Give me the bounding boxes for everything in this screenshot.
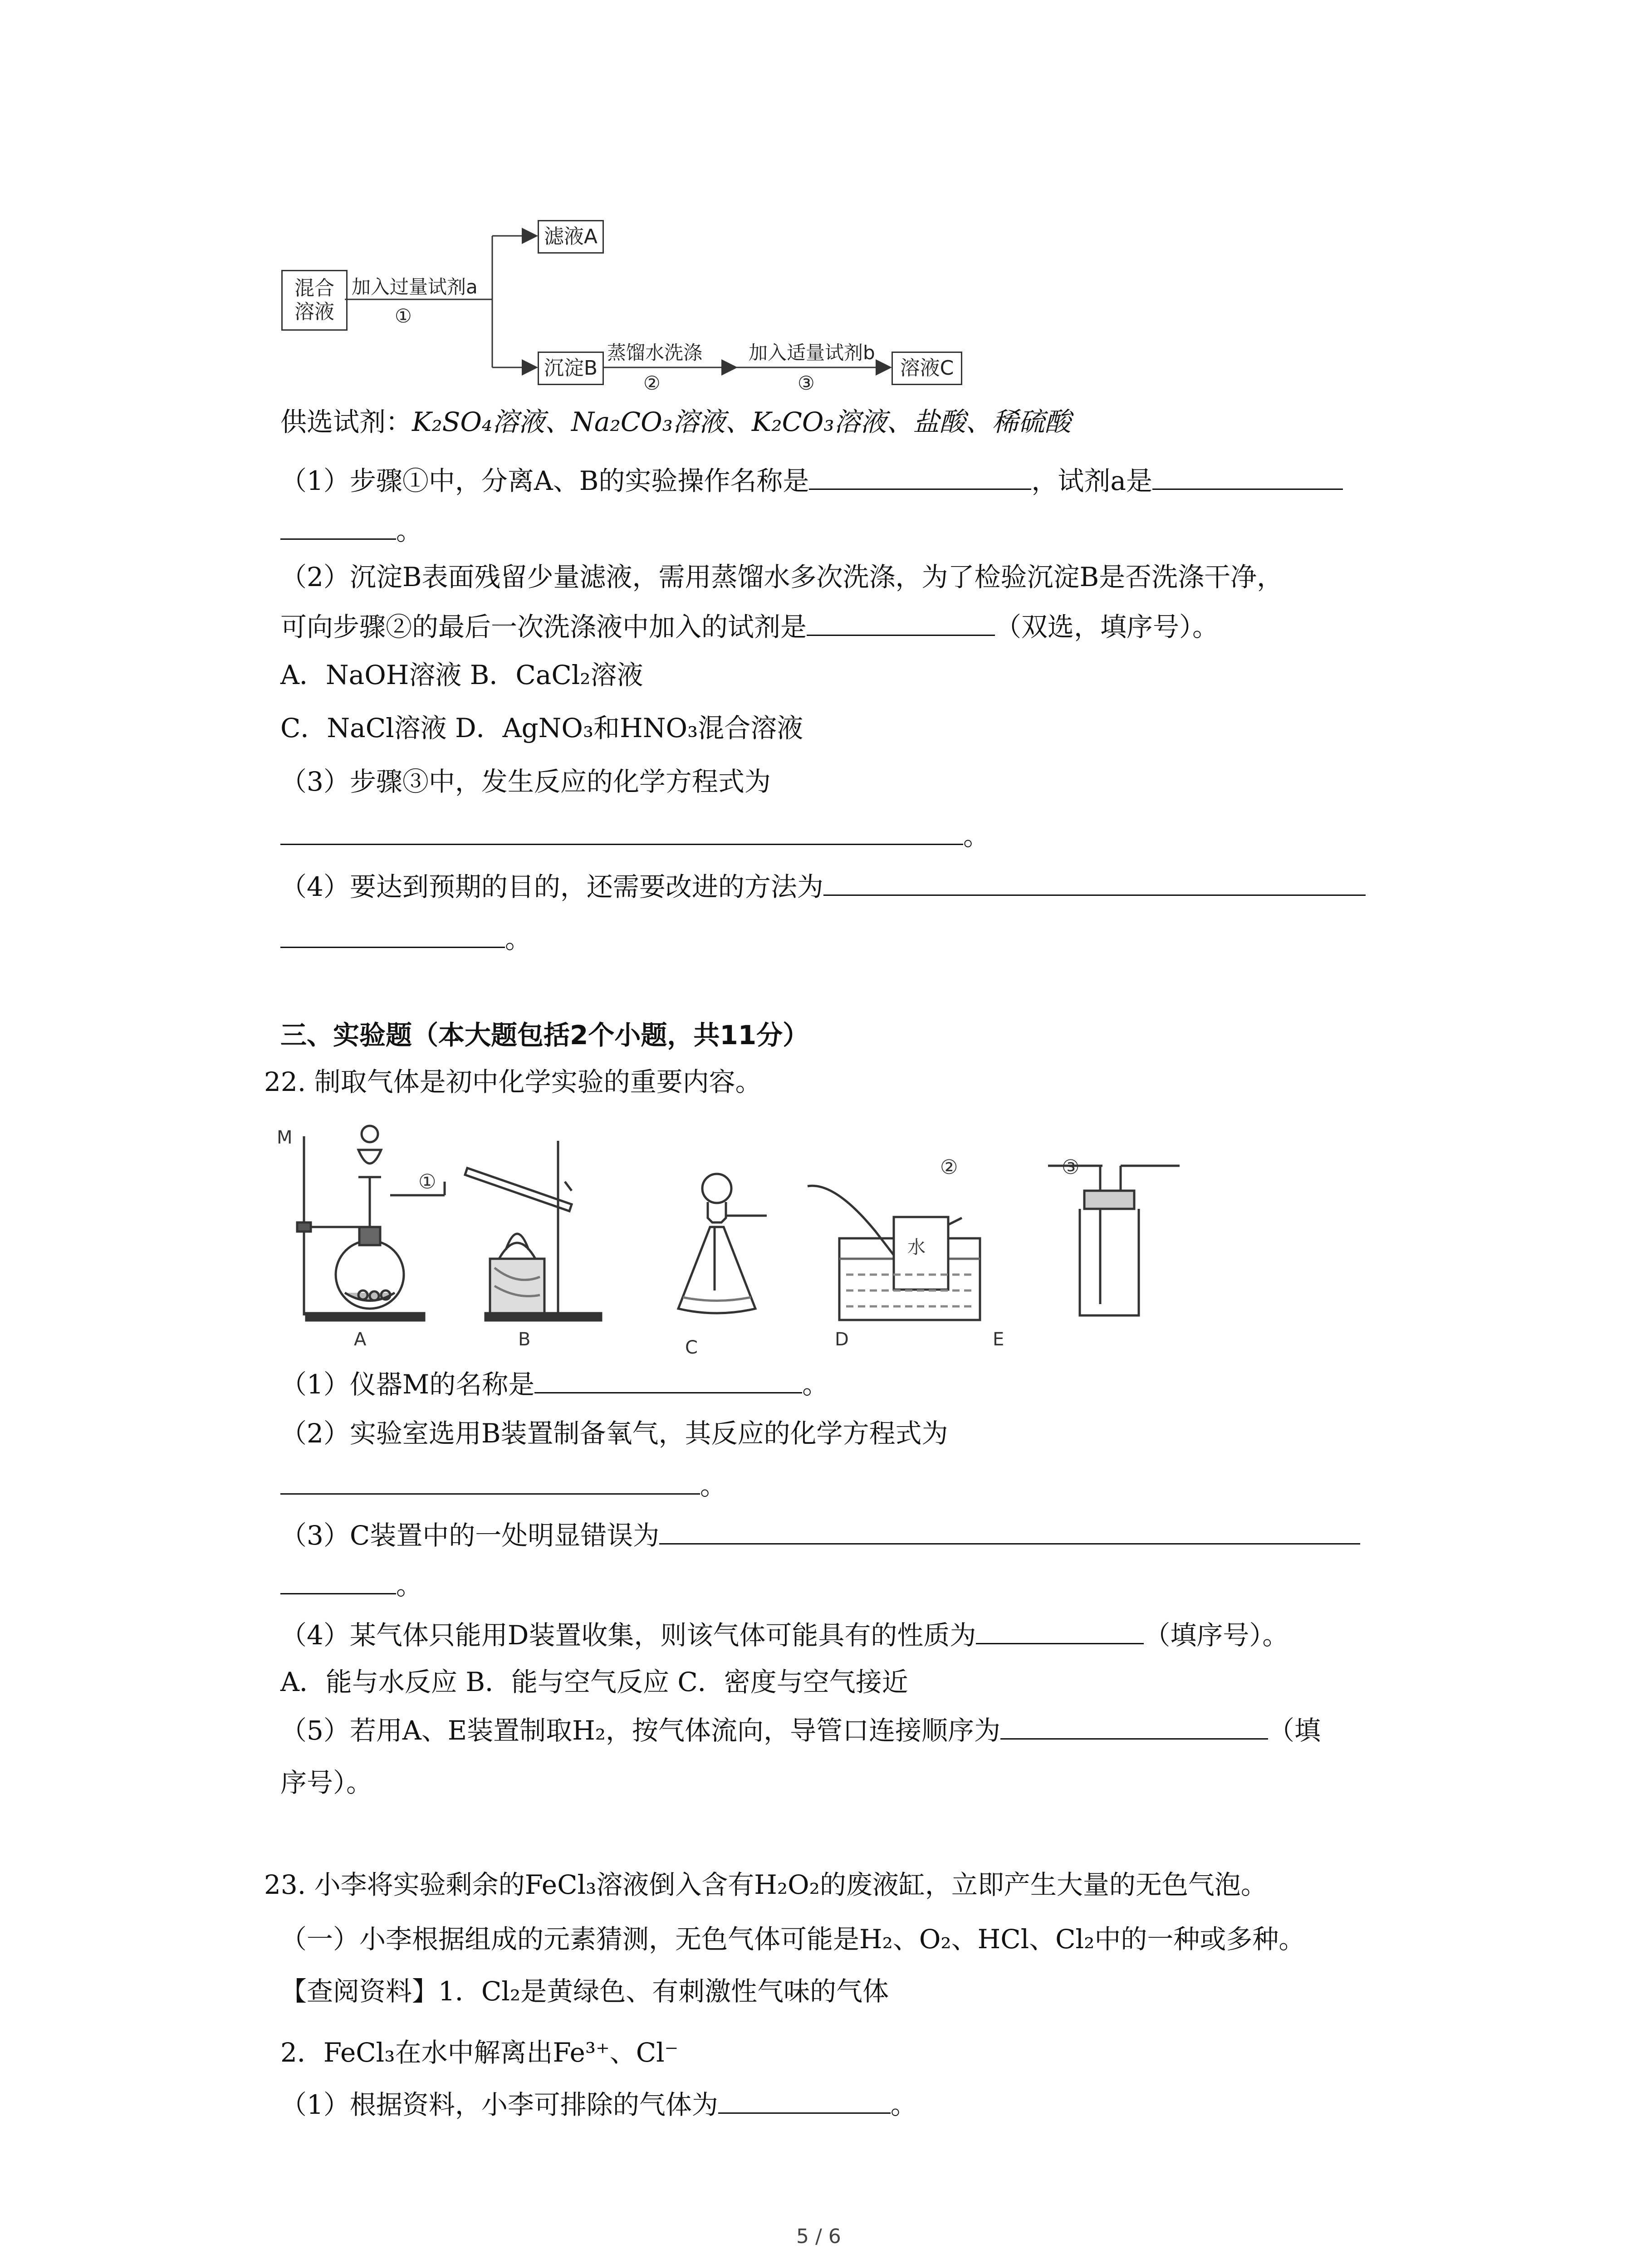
q23-p1-text: （1）根据资料，小李可排除的气体为 (280, 2089, 718, 2120)
apparatus-d (808, 1186, 980, 1320)
q22-p4-line1 (280, 1617, 1288, 1653)
step1-num: ① (395, 305, 412, 327)
q22-p4-text-a: （4）某气体只能用D装置收集，则该气体可能具有的性质为 (280, 1620, 976, 1651)
reagents-prefix: 供选试剂： (280, 406, 412, 437)
label-water: 水 (907, 1237, 926, 1258)
q22-p4-text-b: （填序号）。 (1144, 1620, 1289, 1651)
q23-part1: （一）小李根据组成的元素猜测，无色气体可能是H₂、O₂、HCl、Cl₂中的一种或多种。 (280, 1924, 1305, 1955)
q22-p3-line2 (280, 1567, 422, 1603)
reagents-list: K₂SO₄溶液、Na₂CO₃溶液、K₂CO₃溶液、盐酸、稀硫酸 (412, 406, 1071, 437)
q22-p2-line2 (280, 1467, 726, 1504)
reagents-line (280, 404, 1071, 440)
q22-p3-end: 。 (396, 1570, 423, 1601)
q21-p4-line1 (280, 869, 1366, 905)
q21-p1-text-b: ，试剂a是 (1031, 465, 1153, 496)
q22-p1 (280, 1366, 828, 1403)
q21-p2-line1: （2）沉淀B表面残留少量滤液，需用蒸馏水多次洗涤，为了检验沉淀B是否洗涤干净， (280, 562, 1283, 592)
step3-num: ③ (798, 372, 815, 394)
apparatus-e (1048, 1166, 1180, 1315)
answer-blank[interactable] (823, 869, 1366, 896)
answer-blank[interactable] (807, 609, 995, 636)
answer-blank[interactable] (976, 1618, 1144, 1644)
answer-blank[interactable] (280, 921, 505, 948)
answer-blank[interactable] (534, 1367, 802, 1393)
q21-p1 (280, 463, 1343, 499)
label-b: B (518, 1329, 531, 1350)
step1-label: 加入过量试剂a (352, 276, 478, 298)
step2-label: 蒸馏水洗涤 (607, 342, 703, 364)
apparatus-c (678, 1174, 767, 1313)
q21-p1-cont (280, 513, 422, 549)
step3-label: 加入适量试剂b (749, 342, 875, 364)
q21-p1-text-a: （1）步骤①中，分离A、B的实验操作名称是 (280, 465, 809, 496)
filtrate-a-label: 滤液A (544, 225, 598, 248)
q22-p1-end: 。 (802, 1369, 829, 1400)
q22-p5-text-b: （填 (1268, 1715, 1321, 1746)
precip-b-label: 沉淀B (544, 357, 598, 380)
answer-blank[interactable] (659, 1518, 1360, 1545)
q23-info2: 2．FeCl₃在水中解离出Fe³⁺、Cl⁻ (280, 2037, 679, 2068)
section-title: 三、实验题（本大题包括2个小题，共11分） (280, 1020, 809, 1051)
answer-blank[interactable] (280, 818, 963, 845)
q22-p2-line1: （2）实验室选用B装置制备氧气，其反应的化学方程式为 (280, 1418, 948, 1449)
label-port2: ② (940, 1156, 958, 1179)
label-a: A (354, 1329, 367, 1350)
step2-num: ② (643, 372, 661, 394)
q23-intro: 23. 小李将实验剩余的FeCl₃溶液倒入含有H₂O₂的废液缸，立即产生大量的无色气泡。 (264, 1869, 1267, 1900)
q23-p1-end: 。 (890, 2089, 917, 2120)
q22-p5-line2: 序号）。 (280, 1767, 373, 1798)
label-m: M (277, 1127, 293, 1148)
label-port3: ③ (1062, 1156, 1080, 1179)
q23-info1: 【查阅资料】1．Cl₂是黄绿色、有刺激性气味的气体 (280, 1976, 889, 2007)
apparatus-a (297, 1126, 445, 1320)
mix-line1: 混合 (294, 277, 334, 300)
label-d: D (835, 1329, 849, 1350)
q22-p5-text-a: （5）若用A、E装置制取H₂，按气体流向，导管口连接顺序为 (280, 1715, 1000, 1746)
q21-p4-text: （4）要达到预期的目的，还需要改进的方法为 (280, 871, 823, 902)
q22-p3-line1 (280, 1517, 1360, 1554)
q21-options-ab: A．NaOH溶液 B．CaCl₂溶液 (280, 660, 643, 690)
q21-p3-line2 (280, 818, 989, 854)
q21-p4-line2 (280, 921, 531, 957)
solution-c-box (892, 352, 962, 385)
filtrate-a-box (538, 220, 604, 254)
apparatus-figure (277, 1114, 1456, 1368)
q21-p1-end: 。 (396, 515, 423, 546)
answer-blank[interactable] (1000, 1713, 1268, 1740)
q21-p3-end: 。 (963, 821, 990, 851)
solution-c-label: 溶液C (900, 357, 954, 380)
label-c: C (685, 1337, 698, 1358)
answer-blank[interactable] (718, 2087, 891, 2114)
q22-p5-line1 (280, 1712, 1321, 1749)
q21-p4-end: 。 (505, 924, 532, 954)
q23-p1 (280, 2087, 917, 2123)
q22-p1-text: （1）仪器M的名称是 (280, 1369, 535, 1400)
q21-options-cd: C．NaCl溶液 D．AgNO₃和HNO₃混合溶液 (280, 713, 803, 743)
q21-p2-line2 (280, 609, 1219, 645)
label-e: E (993, 1329, 1004, 1350)
answer-blank[interactable] (809, 463, 1031, 490)
answer-blank[interactable] (280, 1468, 700, 1495)
mix-line2: 溶液 (294, 300, 334, 323)
page-number: 5 / 6 (796, 2225, 841, 2248)
q22-p2-end: 。 (700, 1470, 727, 1501)
answer-blank[interactable] (280, 1568, 396, 1594)
q22-p4-options: A．能与水反应 B．能与空气反应 C．密度与空气接近 (280, 1667, 908, 1697)
apparatus-b (465, 1141, 601, 1320)
answer-blank[interactable] (1152, 463, 1343, 490)
label-port1: ① (418, 1170, 436, 1193)
q21-p2-text-b: （双选，填序号）。 (995, 611, 1219, 642)
q22-p3-text: （3）C装置中的一处明显错误为 (280, 1520, 660, 1551)
q21-p2-text-a: 可向步骤②的最后一次洗涤液中加入的试剂是 (280, 611, 807, 642)
answer-blank[interactable] (280, 513, 396, 540)
precip-b-box (538, 352, 604, 385)
q21-p3-line1: （3）步骤③中，发生反应的化学方程式为 (280, 766, 771, 797)
q22-intro: 22. 制取气体是初中化学实验的重要内容。 (264, 1066, 762, 1097)
